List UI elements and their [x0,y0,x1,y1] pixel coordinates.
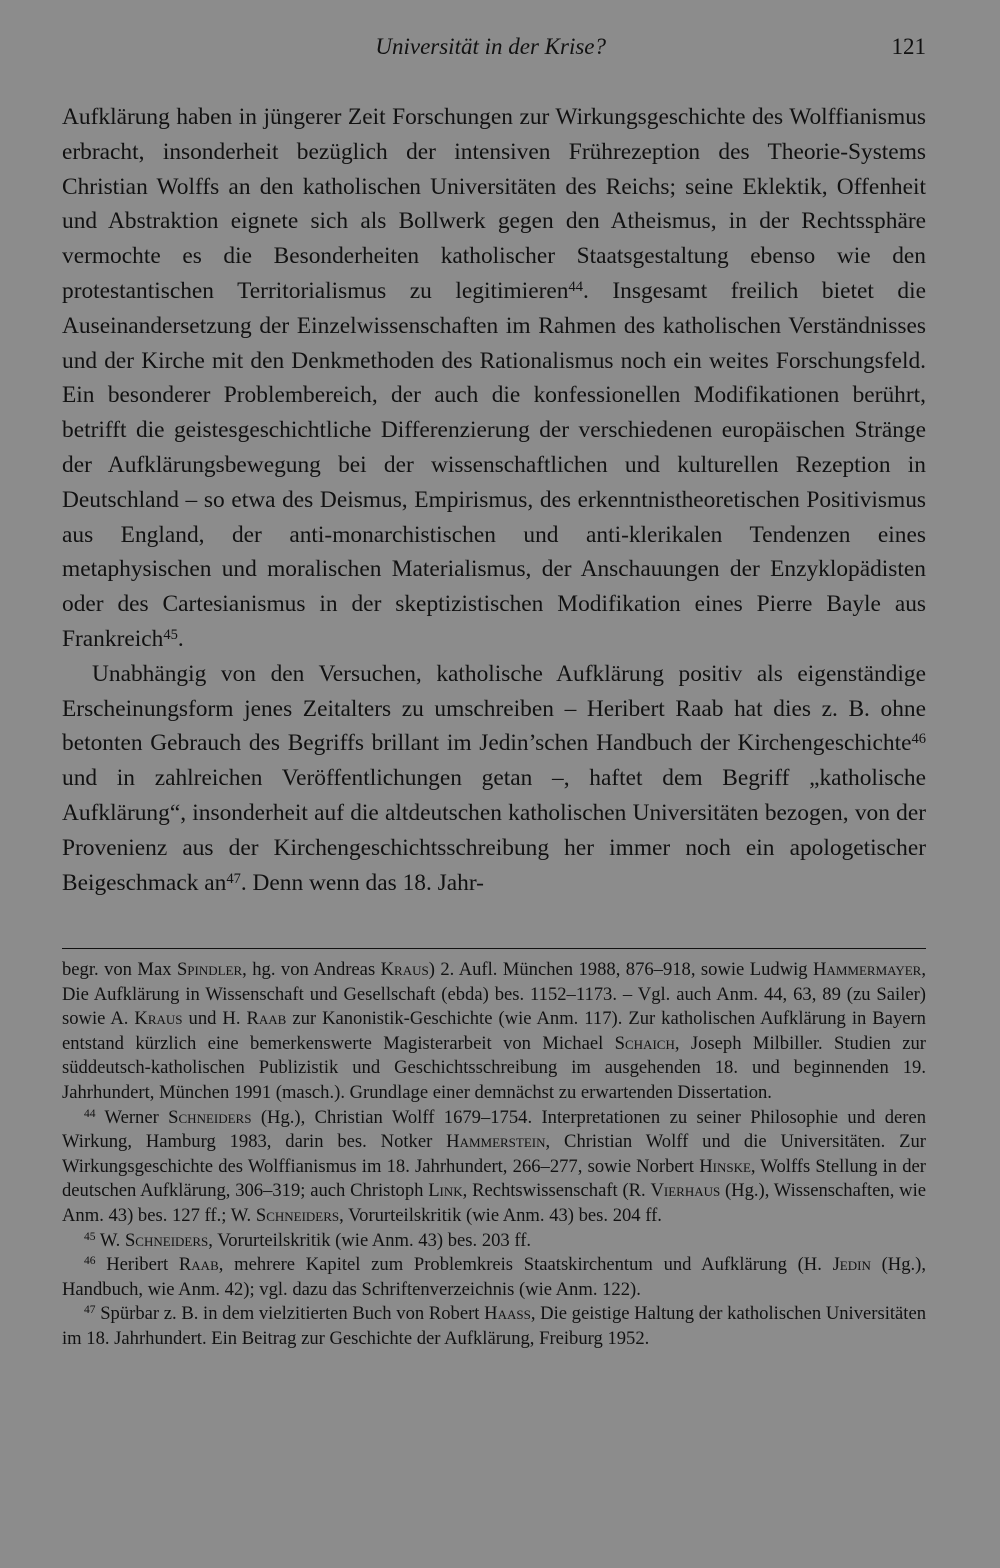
author-name: Hinske [699,1155,751,1177]
footnote-number: 45 [84,1230,96,1243]
text-run: zur Kanonistik-Geschichte (wie Anm. 117). Zur katholischen Aufklärung in Bayern entstand kürzlich eine bemerkenswerte Magisterarbeit von Michael [62,1008,926,1054]
footnote-47 [62,1302,926,1351]
author-name: Hammerstein [446,1131,546,1153]
footnote-ref-44: 44 [568,278,583,295]
author-name: Schneiders [168,1106,252,1128]
text-run: Werner [95,1106,169,1128]
author-name: Schneiders [124,1229,209,1251]
text-run: ) 2. Aufl. München 1988, 876–918, sowie Ludwig [428,959,814,980]
text-run: , Vorurteilskritik (wie Anm. 43) bes. 203 ff. [208,1229,532,1251]
author-name: Spindler [176,959,243,980]
paragraph [62,657,926,901]
text-run: . [177,625,184,652]
footnote-number: 46 [84,1255,96,1268]
text-run: . Insgesamt freilich bietet die Auseinandersetzung der Einzelwissenschaften im Rahmen des katholischen Verständnisses und der Kirche mit den Denkmethoden des Rationalismus noch ein weites Forschungsfeld. Ein besonderer Problembereich, der auch die konfessionellen Modifikationen berührt, betrifft die geistesgeschichtliche Differenzierung der verschiedenen europäischen Stränge der Aufklärungsbewegung bei der wissenschaftlichen und kulturellen Rezeption in Deutschland – so etwa des Deismus, Empirismus, des erkenntnistheoretischen Positivismus aus England, der anti-monarchistischen und anti-klerikalen Tendenzen eines metaphysischen und moralischen Materialismus, der Anschauungen der Enzyklopädisten oder des Cartesianismus in der skeptizistischen Modifikation eines Pierre Bayle aus Frankreich [62,277,926,652]
author-name: Haass [484,1303,531,1325]
main-text [62,100,926,900]
footnotes [62,958,926,1352]
text-run: , Die Aufklärung in Wissenschaft und Gesellschaft (ebda) bes. 1152–1173. – Vgl. auch Anm. 44, 63, 89 (zu Sailer) sowie A. [62,959,926,1030]
text-run: , hg. von Andreas [242,959,381,980]
footnote-ref-46: 46 [911,731,926,748]
footnote-44 [62,1106,926,1229]
text-run: Heribert [95,1254,179,1276]
author-name: Raab [246,1008,287,1030]
footnote-divider [62,948,926,949]
author-name: Link [428,1180,463,1202]
text-run: , Joseph Milbiller. Studien zur süddeutsch-katholischen Publizistik und Geschichtsschreibung im ausgehenden 18. und beginnenden 19. Jahrhundert, München 1991 (masch.). Grundlage einer demnächst zu erwartenden Dissertation. [62,1032,926,1103]
footnote-45 [62,1229,926,1254]
text-run: , mehrere Kapitel zum Problemkreis Staatskirchentum und Aufklärung (H. [218,1254,833,1276]
text-run: Aufklärung haben in jüngerer Zeit Forschungen zur Wirkungsgeschichte des Wolffianismus erbracht, insonderheit bezüglich der intensiven Frührezeption des Theorie-Systems Christian Wolffs an den katholischen Universitäten des Reichs; seine Eklektik, Offenheit und Abstraktion eignete sich als Bollwerk gegen den Atheismus, in der Rechtssphäre vermochte es die Besonderheiten katholischer Staatsgestaltung ebenso wie den protestantischen Territorialismus zu legitimieren [62,104,926,304]
page-header [62,34,926,64]
footnote-number: 44 [84,1107,96,1120]
author-name: Jedin [832,1254,871,1276]
author-name: Kraus [380,959,429,980]
text-run: , Vorurteilskritik (wie Anm. 43) bes. 204 ff. [339,1204,662,1226]
footnote-number: 47 [84,1304,96,1317]
paragraph [62,100,926,657]
running-title: Universität in der Krise? [375,34,606,59]
text-run: Spürbar z. B. in dem vielzitierten Buch von Robert [95,1303,485,1325]
text-run: Unabhängig von den Versuchen, katholische Aufklärung positiv als eigenständige Erscheinungsform jenes Zeitalters zu umschreiben – Heribert Raab hat dies z. B. ohne betonten Gebrauch des Begriffs brillant im Jedin’schen Handbuch der Kirchengeschichte [62,660,926,757]
author-name: Vierhaus [650,1180,721,1202]
footnote-continuation [62,958,926,1106]
author-name: Schaich [614,1032,675,1054]
text-run: und H. [182,1008,247,1030]
page-number: 121 [891,34,926,59]
text-run: und in zahlreichen Veröffentlichungen getan –, haftet dem Begriff „katholische Aufklärung“, insonderheit auf die altdeutschen katholischen Universitäten bezogen, von der Provenienz aus der Kirchengeschichtsschreibung her immer noch ein apologetischer Beigeschmack an [62,765,926,896]
author-name: Hammermayer [813,959,922,980]
author-name: Raab [178,1254,219,1276]
text-run: (Hg.), Handbuch, wie Anm. 42); vgl. dazu das Schriftenverzeichnis (wie Anm. 122). [62,1254,926,1300]
footnote-ref-47: 47 [226,870,241,887]
text-run: (Hg.), Christian Wolff 1679–1754. Interpretationen zu seiner Philosophie und deren Wirkung, Hamburg 1983, darin bes. Notker [62,1106,926,1153]
text-run: , Christian Wolff und die Universitäten. Zur Wirkungsgeschichte des Wolffianismus im 18. Jahrhundert, 266–277, sowie Norbert [62,1131,926,1177]
text-run: W. [95,1229,125,1251]
text-run: begr. von Max [62,959,177,980]
text-run: (Hg.), Wissenschaften, wie Anm. 43) bes. 127 ff.; W. [62,1180,926,1226]
footnote-ref-45: 45 [163,626,178,643]
footnote-46 [62,1253,926,1302]
author-name: Schneiders [255,1204,340,1226]
text-run: , Rechtswissenschaft (R. [462,1180,651,1202]
text-run: , Die geistige Haltung der katholischen Universitäten im 18. Jahrhundert. Ein Beitrag zur Geschichte der Aufklärung, Freiburg 1952. [62,1303,926,1349]
text-run: , Wolffs Stellung in der deutschen Aufklärung, 306–319; auch Christoph [62,1155,926,1202]
author-name: Kraus [134,1008,183,1030]
text-run: . Denn wenn das 18. Jahr- [240,869,484,896]
